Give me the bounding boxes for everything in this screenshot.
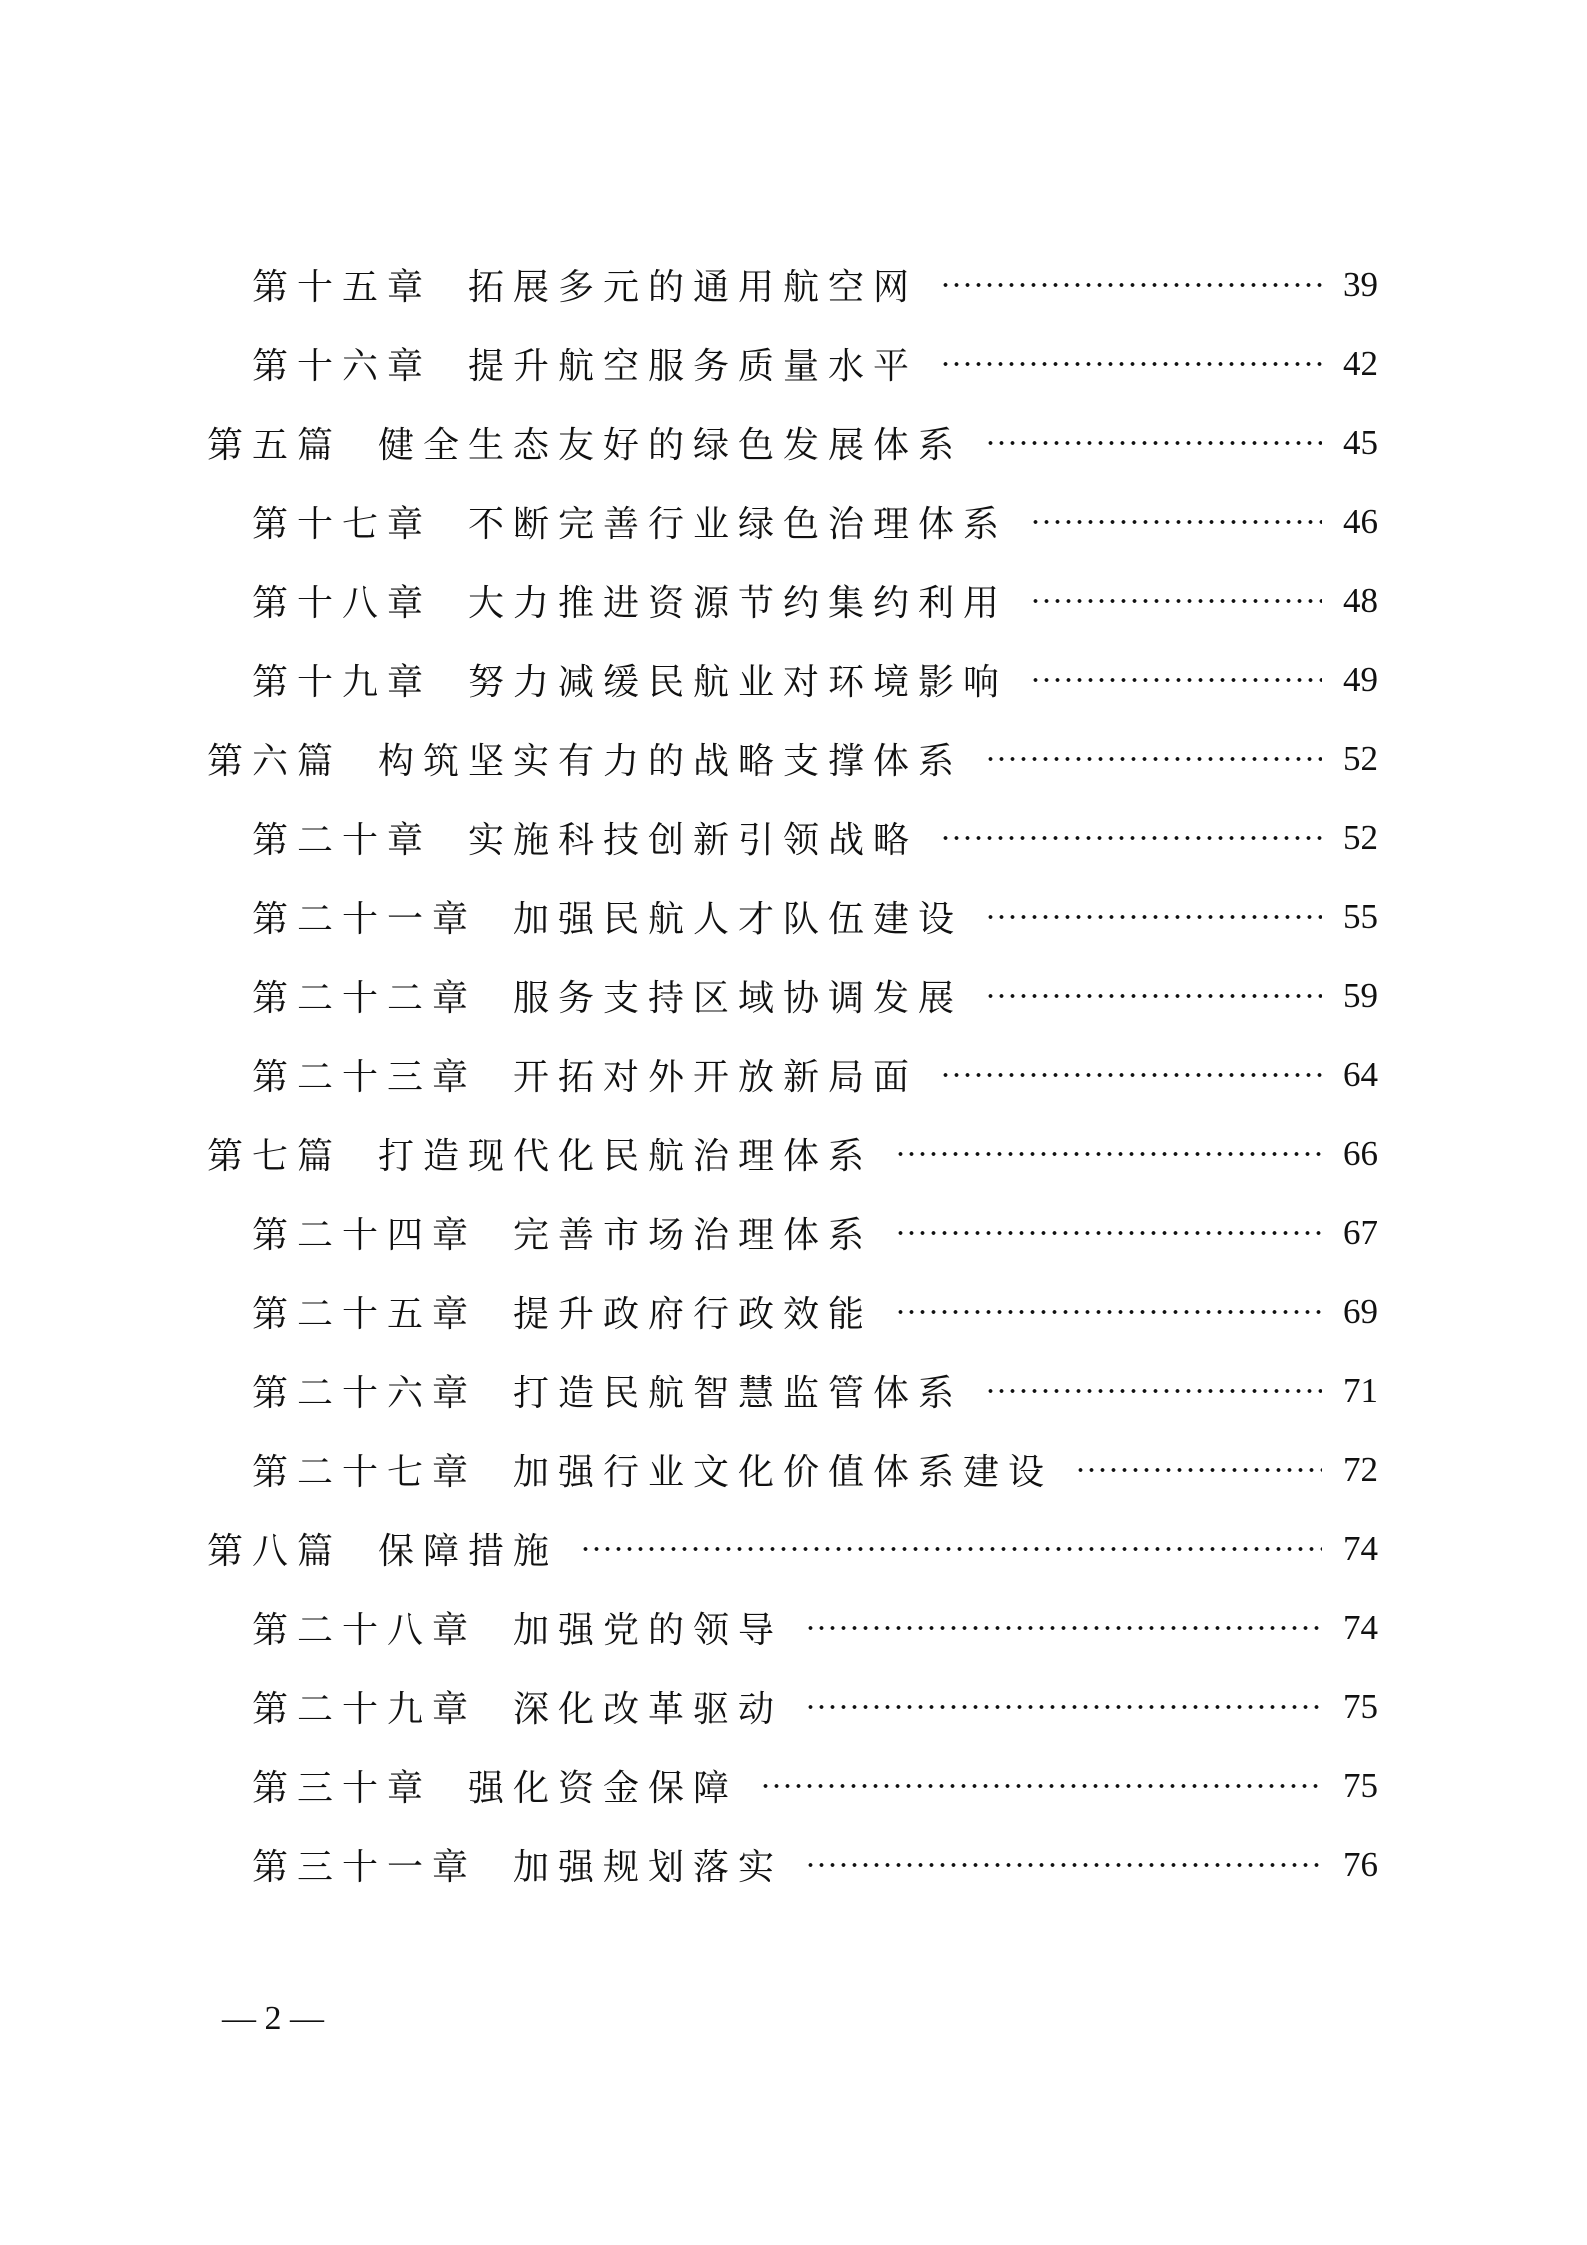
- toc-entry-page-number: 42: [1343, 343, 1378, 383]
- toc-entry-label: 第二十二章: [252, 978, 478, 1019]
- toc-chapter-entry[interactable]: [0, 1193, 1378, 1272]
- toc-entry-title: 开拓对外开放新局面: [513, 1057, 919, 1098]
- toc-entry-page-number: 45: [1343, 422, 1378, 462]
- toc-entry-title: 深化改革驱动: [513, 1689, 784, 1730]
- toc-entry-title: 提升航空服务质量水平: [468, 346, 919, 387]
- toc-entry-label: 第二十三章: [252, 1057, 478, 1098]
- toc-entry-page-number: 39: [1343, 264, 1378, 304]
- toc-entry-page-number: 75: [1343, 1765, 1378, 1805]
- toc-entry-label: 第十八章: [252, 583, 433, 624]
- toc-part-entry[interactable]: [0, 719, 1378, 798]
- toc-entry-title: 加强规划落实: [513, 1847, 784, 1888]
- toc-dot-leader: [985, 993, 1322, 999]
- toc-dot-leader: [760, 1783, 1322, 1789]
- toc-entry-page-number: 71: [1343, 1370, 1378, 1410]
- toc-entry-page-number: 76: [1343, 1844, 1378, 1884]
- toc-entry-label: 第二十八章: [252, 1610, 478, 1651]
- toc-part-entry[interactable]: [0, 403, 1378, 482]
- toc-chapter-entry[interactable]: [0, 324, 1378, 403]
- toc-entry-title: 大力推进资源节约集约利用: [468, 583, 1009, 624]
- toc-entry-label: 第七篇: [207, 1136, 343, 1177]
- toc-entry-label: 第十六章: [252, 346, 433, 387]
- toc-entry-page-number: 59: [1343, 975, 1378, 1015]
- toc-chapter-entry[interactable]: [0, 798, 1378, 877]
- toc-dot-leader: [985, 756, 1322, 762]
- toc-entry-page-number: 64: [1343, 1054, 1378, 1094]
- toc-entry-page-number: 75: [1343, 1686, 1378, 1726]
- page-number-footer: — 2 —: [222, 2000, 324, 2037]
- toc-entry-page-number: 46: [1343, 501, 1378, 541]
- table-of-contents: [0, 245, 1587, 1904]
- toc-dot-leader: [805, 1625, 1322, 1631]
- toc-chapter-entry[interactable]: [0, 1825, 1378, 1904]
- toc-entry-label: 第二十一章: [252, 899, 478, 940]
- toc-entry-title: 提升政府行政效能: [513, 1294, 874, 1335]
- toc-dot-leader: [895, 1230, 1322, 1236]
- toc-entry-title: 服务支持区域协调发展: [513, 978, 964, 1019]
- toc-chapter-entry[interactable]: [0, 1588, 1378, 1667]
- toc-entry-title: 加强党的领导: [513, 1610, 784, 1651]
- toc-entry-title: 打造现代化民航治理体系: [378, 1136, 874, 1177]
- toc-dot-leader: [940, 1072, 1322, 1078]
- toc-dot-leader: [895, 1151, 1322, 1157]
- toc-entry-page-number: 55: [1343, 896, 1378, 936]
- toc-entry-label: 第十九章: [252, 662, 433, 703]
- toc-entry-title: 保障措施: [378, 1531, 559, 1572]
- toc-chapter-entry[interactable]: [0, 1351, 1378, 1430]
- toc-dot-leader: [895, 1309, 1322, 1315]
- toc-entry-page-number: 52: [1343, 738, 1378, 778]
- toc-entry-title: 打造民航智慧监管体系: [513, 1373, 964, 1414]
- toc-part-entry[interactable]: [0, 1509, 1378, 1588]
- toc-entry-title: 努力减缓民航业对环境影响: [468, 662, 1009, 703]
- toc-chapter-entry[interactable]: [0, 877, 1378, 956]
- toc-dot-leader: [940, 835, 1322, 841]
- toc-entry-title: 构筑坚实有力的战略支撑体系: [378, 741, 964, 782]
- toc-dot-leader: [985, 1388, 1322, 1394]
- toc-entry-page-number: 48: [1343, 580, 1378, 620]
- toc-entry-label: 第二十四章: [252, 1215, 478, 1256]
- toc-entry-label: 第二十五章: [252, 1294, 478, 1335]
- toc-chapter-entry[interactable]: [0, 482, 1378, 561]
- toc-dot-leader: [985, 440, 1322, 446]
- toc-entry-title: 强化资金保障: [468, 1768, 739, 1809]
- toc-entry-label: 第二十六章: [252, 1373, 478, 1414]
- toc-chapter-entry[interactable]: [0, 1746, 1378, 1825]
- toc-entry-page-number: 69: [1343, 1291, 1378, 1331]
- toc-dot-leader: [940, 282, 1322, 288]
- toc-entry-label: 第二十七章: [252, 1452, 478, 1493]
- toc-entry-title: 拓展多元的通用航空网: [468, 267, 919, 308]
- toc-entry-title: 加强民航人才队伍建设: [513, 899, 964, 940]
- toc-entry-page-number: 67: [1343, 1212, 1378, 1252]
- toc-entry-label: 第五篇: [207, 425, 343, 466]
- toc-dot-leader: [1030, 598, 1322, 604]
- toc-entry-page-number: 66: [1343, 1133, 1378, 1173]
- toc-entry-label: 第十七章: [252, 504, 433, 545]
- toc-entry-title: 健全生态友好的绿色发展体系: [378, 425, 964, 466]
- toc-entry-label: 第十五章: [252, 267, 433, 308]
- toc-entry-page-number: 74: [1343, 1607, 1378, 1647]
- toc-dot-leader: [940, 361, 1322, 367]
- toc-chapter-entry[interactable]: [0, 1272, 1378, 1351]
- toc-entry-label: 第六篇: [207, 741, 343, 782]
- toc-entry-label: 第八篇: [207, 1531, 343, 1572]
- toc-entry-label: 第二十章: [252, 820, 433, 861]
- toc-chapter-entry[interactable]: [0, 1430, 1378, 1509]
- toc-entry-title: 完善市场治理体系: [513, 1215, 874, 1256]
- toc-entry-page-number: 52: [1343, 817, 1378, 857]
- toc-entry-label: 第三十一章: [252, 1847, 478, 1888]
- toc-dot-leader: [805, 1862, 1322, 1868]
- toc-entry-page-number: 72: [1343, 1449, 1378, 1489]
- toc-entry-title: 加强行业文化价值体系建设: [513, 1452, 1054, 1493]
- toc-dot-leader: [1075, 1467, 1322, 1473]
- toc-entry-title: 实施科技创新引领战略: [468, 820, 919, 861]
- toc-chapter-entry[interactable]: [0, 956, 1378, 1035]
- toc-dot-leader: [1030, 519, 1322, 525]
- toc-entry-label: 第二十九章: [252, 1689, 478, 1730]
- toc-chapter-entry[interactable]: [0, 640, 1378, 719]
- toc-dot-leader: [1030, 677, 1322, 683]
- toc-chapter-entry[interactable]: [0, 245, 1378, 324]
- toc-chapter-entry[interactable]: [0, 1035, 1378, 1114]
- toc-chapter-entry[interactable]: [0, 561, 1378, 640]
- toc-entry-label: 第三十章: [252, 1768, 433, 1809]
- toc-entry-page-number: 49: [1343, 659, 1378, 699]
- toc-dot-leader: [805, 1704, 1322, 1710]
- toc-part-entry[interactable]: [0, 1114, 1378, 1193]
- toc-chapter-entry[interactable]: [0, 1667, 1378, 1746]
- toc-entry-page-number: 74: [1343, 1528, 1378, 1568]
- toc-dot-leader: [580, 1546, 1322, 1552]
- toc-dot-leader: [985, 914, 1322, 920]
- toc-entry-title: 不断完善行业绿色治理体系: [468, 504, 1009, 545]
